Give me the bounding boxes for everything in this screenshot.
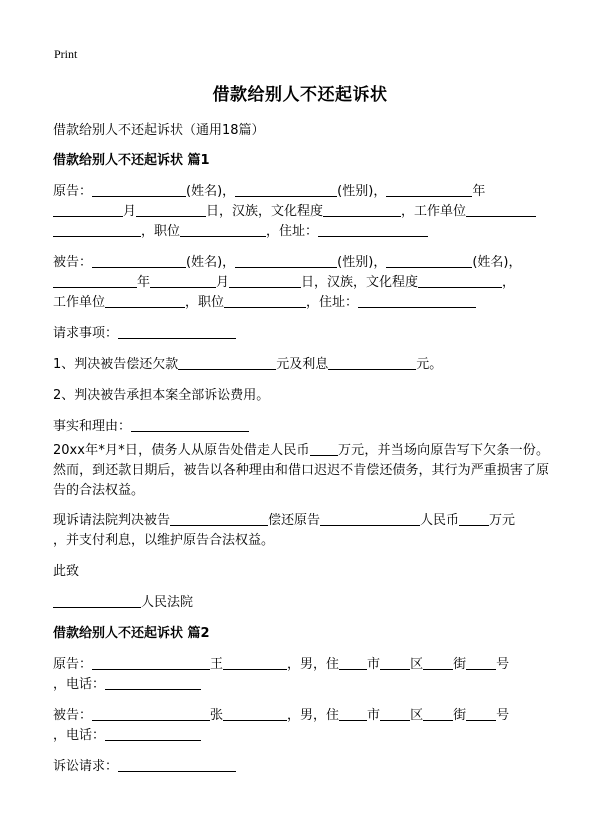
blank xyxy=(131,417,249,432)
blank xyxy=(380,655,410,670)
blank xyxy=(466,202,536,217)
blank xyxy=(323,202,401,217)
blank xyxy=(223,655,287,670)
blank xyxy=(339,706,367,721)
blank xyxy=(235,182,337,197)
blank xyxy=(318,222,428,237)
s1-plaintiff-line1: 原告： (姓名)， (性别)， 年 xyxy=(53,184,486,199)
s1-request-line1: 现诉请法院判决被告 偿还原告 人民币 万元 xyxy=(53,513,516,528)
blank xyxy=(150,273,216,288)
blank xyxy=(310,441,338,456)
blank xyxy=(466,706,496,721)
blank xyxy=(358,293,476,308)
blank xyxy=(92,253,186,268)
blank xyxy=(386,182,472,197)
section2-heading: 借款给别人不还起诉状 篇2 xyxy=(53,626,210,641)
s1-claims-label: 请求事项： xyxy=(53,324,549,344)
print-link[interactable]: Print xyxy=(54,47,78,61)
blank xyxy=(92,182,186,197)
blank xyxy=(92,706,210,721)
blank xyxy=(118,324,236,339)
blank xyxy=(423,706,453,721)
s1-plaintiff-line2: 月 日，汉族，文化程度 ，工作单位 xyxy=(53,202,549,222)
blank xyxy=(459,511,489,526)
document-title: 借款给别人不还起诉状 xyxy=(212,85,388,105)
blank xyxy=(466,655,496,670)
blank xyxy=(386,253,472,268)
s2-plaintiff-line1: 原告： 王 ，男，住 市 区 街 号 xyxy=(53,657,510,672)
s1-defendant-line2: 年 月 日，汉族，文化程度 ， xyxy=(53,273,549,293)
s1-claim2: 2、判决被告承担本案全部诉讼费用。 xyxy=(53,388,270,403)
document-subtitle: 借款给别人不还起诉状（通用18篇） xyxy=(53,123,265,138)
blank xyxy=(423,655,453,670)
blank xyxy=(53,222,141,237)
s2-litigation-label: 诉讼请求： xyxy=(53,757,549,777)
blank xyxy=(320,511,420,526)
s2-defendant-line1: 被告： 张 ，男，住 市 区 街 号 xyxy=(53,708,510,723)
blank xyxy=(170,511,268,526)
blank xyxy=(53,273,137,288)
s1-closing: 此致 xyxy=(53,564,80,579)
blank xyxy=(53,593,141,608)
blank xyxy=(235,253,337,268)
s1-defendant-line3: 工作单位 ，职位 ，住址： xyxy=(53,293,549,313)
blank xyxy=(92,655,210,670)
blank xyxy=(223,706,287,721)
blank xyxy=(118,757,236,772)
s2-plaintiff-line2: ，电话： xyxy=(53,675,549,695)
blank xyxy=(105,726,201,741)
blank xyxy=(53,202,123,217)
blank xyxy=(105,293,185,308)
blank xyxy=(178,355,276,370)
s1-plaintiff-line3: ，职位 ，住址： xyxy=(53,222,549,242)
blank xyxy=(105,675,201,690)
blank xyxy=(339,655,367,670)
blank xyxy=(136,202,206,217)
blank xyxy=(328,355,416,370)
blank xyxy=(180,222,266,237)
s1-defendant-line1: 被告： (姓名)， (性别)， (姓名)， xyxy=(53,255,522,270)
s2-defendant-line2: ，电话： xyxy=(53,726,549,746)
section1-heading: 借款给别人不还起诉状 篇1 xyxy=(53,153,210,168)
s1-facts-paragraph: 20xx年*月*日，债务人从原告处借走人民币 万元，并当场向原告写下欠条一份。然而，到还款日期后，被告以各种理由和借口迟迟不肯偿还债务，其行为严重损害了原告的合法权益。 xyxy=(53,443,549,498)
s1-facts-label: 事实和理由： xyxy=(53,417,549,437)
blank xyxy=(229,273,301,288)
s1-court: 人民法院 xyxy=(53,593,549,613)
s1-request-line2: ，并支付利息，以维护原告合法权益。 xyxy=(53,533,275,548)
blank xyxy=(224,293,306,308)
blank xyxy=(380,706,410,721)
s1-claim1: 1、判决被告偿还欠款 元及利息 元。 xyxy=(53,357,443,372)
blank xyxy=(418,273,502,288)
